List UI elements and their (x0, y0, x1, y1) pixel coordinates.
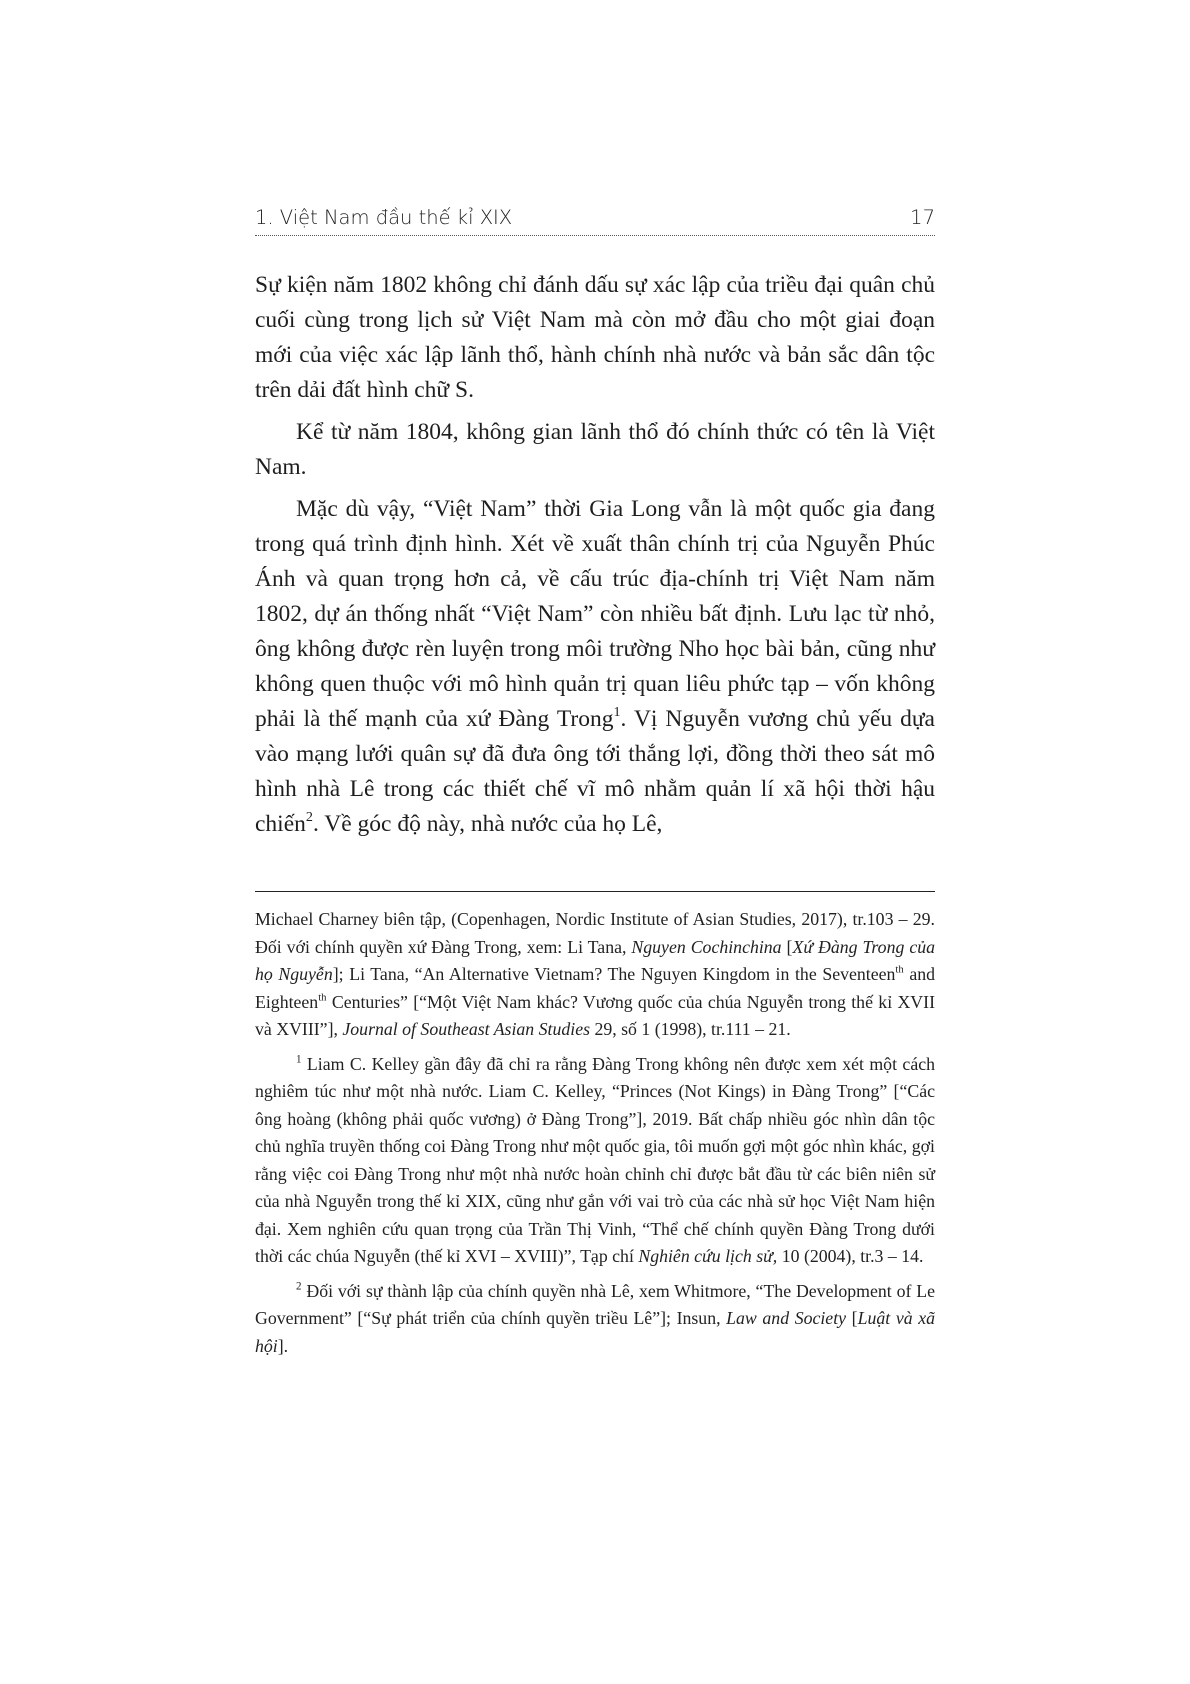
fn-cont-text-1: Michael Charney biên tập, (Copenhagen, Nordic Institute of Asian Studies, 2017), tr.103 – 29. Đối với chính quyền xứ Đàng Trong, xem: Li Tana, (255, 909, 935, 957)
fn-cont-text-4: and Eighteen (255, 964, 935, 1012)
footnote-2-text-3: ]. (277, 1335, 289, 1356)
footnote-2-title-2: Luật và xã hội (255, 1308, 936, 1356)
fn-cont-journal: Journal of Southeast Asian Studies (342, 1019, 591, 1039)
paragraph-3-part-b: . Vị Nguyễn vương chủ yếu dựa vào mạng lưới quân sự đã đưa ông tới thắng lợi, đồng thời theo sát mô hình nhà Lê trong các thiết chế vĩ mô nhằm quản lí xã hội thời hậu chiến (255, 706, 935, 837)
footnote-ref-1[interactable]: 1 (613, 704, 621, 721)
fn-cont-sup-1: th (895, 963, 904, 976)
fn-cont-text-2: [ (781, 936, 793, 957)
paragraph-2: Kể từ năm 1804, không gian lãnh thổ đó chính thức có tên là Việt Nam. (255, 419, 935, 480)
footnote-2-title-1: Law and Society (726, 1308, 847, 1328)
footnote-2 (255, 1278, 935, 1361)
running-header (255, 206, 935, 236)
paragraph-3 (255, 492, 935, 842)
fn-cont-title-2: Xứ Đàng Trong của họ Nguyễn (255, 936, 935, 984)
main-text (255, 268, 935, 849)
footnote-divider (255, 891, 935, 892)
footnote-continuation (255, 906, 935, 1044)
footnote-2-text-1: Đối với sự thành lập của chính quyền nhà Lê, xem Whitmore, “The Development of Le Government” [“Sự phát triển của chính quyền triều Lê”]; Insun, (255, 1280, 935, 1328)
fn-cont-text-5: Centuries” [“Một Việt Nam khác? Vương quốc của chúa Nguyễn trong thế kỉ XVII và XVIII”], (255, 991, 935, 1039)
footnote-1-text-2: 10 (2004), tr.3 – 14. (777, 1246, 924, 1266)
footnote-1-number: 1 (296, 1052, 302, 1065)
chapter-title: 1. Việt Nam đầu thế kỉ XIX (255, 206, 513, 229)
paragraph-1: Sự kiện năm 1802 không chỉ đánh dấu sự xác lập của triều đại quân chủ cuối cùng trong lịch sử Việt Nam mà còn mở đầu cho một giai đoạn mới của việc xác lập lãnh thổ, hành chính nhà nước và bản sắc dân tộc trên dải đất hình chữ S. (255, 272, 935, 403)
paragraph-3-part-a: Mặc dù vậy, “Việt Nam” thời Gia Long vẫn là một quốc gia đang trong quá trình định hình. Xét về xuất thân chính trị của Nguyễn Phúc Ánh và quan trọng hơn cả, về cấu trúc địa-chính trị Việt Nam năm 1802, dự án thống nhất “Việt Nam” còn nhiều bất định. Lưu lạc từ nhỏ, ông không được rèn luyện trong môi trường Nho học bài bản, cũng như không quen thuộc với mô hình quản trị quan liêu phức tạp – vốn không phải là thế mạnh của xứ Đàng Trong (255, 496, 935, 732)
footnotes (255, 906, 935, 1367)
footnote-1-journal: Nghiên cứu lịch sử, (638, 1246, 778, 1266)
page-number: 17 (910, 206, 935, 229)
footnote-2-number: 2 (296, 1279, 302, 1292)
paragraph-3-part-c: . Về góc độ này, nhà nước của họ Lê, (312, 811, 663, 837)
footnote-ref-2[interactable]: 2 (305, 809, 313, 826)
fn-cont-sup-2: th (318, 991, 327, 1004)
footnote-1 (255, 1051, 935, 1271)
fn-cont-text-3: ]; Li Tana, “An Alternative Vietnam? The Nguyen Kingdom in the Seventeen (332, 964, 896, 984)
footnote-1-text-1: Liam C. Kelley gần đây đã chỉ ra rằng Đàng Trong không nên được xem xét một cách nghiêm túc như một nhà nước. Liam C. Kelley, “Princes (Not Kings) in Đàng Trong” [“Các ông hoàng (không phải quốc vương) ở Đàng Trong”], 2019. Bất chấp nhiều góc nhìn dân tộc chủ nghĩa truyền thống coi Đàng Trong như một quốc gia, tôi muốn gợi một góc nhìn khác, gợi rằng việc coi Đàng Trong như một nhà nước hoàn chỉnh chỉ được bắt đầu từ các biên niên sử của nhà Nguyễn trong thế kỉ XIX, cũng như gắn với vai trò của các nhà sử học Việt Nam hiện đại. Xem nghiên cứu quan trọng của Trần Thị Vinh, “Thể chế chính quyền Đàng Trong dưới thời các chúa Nguyễn (thế kỉ XVI – XVIII)”, Tạp chí (255, 1053, 935, 1266)
footnote-2-text-2: [ (846, 1308, 858, 1328)
fn-cont-title-1: Nguyen Cochinchina (631, 936, 782, 957)
fn-cont-text-6: 29, số 1 (1998), tr.111 – 21. (590, 1019, 791, 1039)
